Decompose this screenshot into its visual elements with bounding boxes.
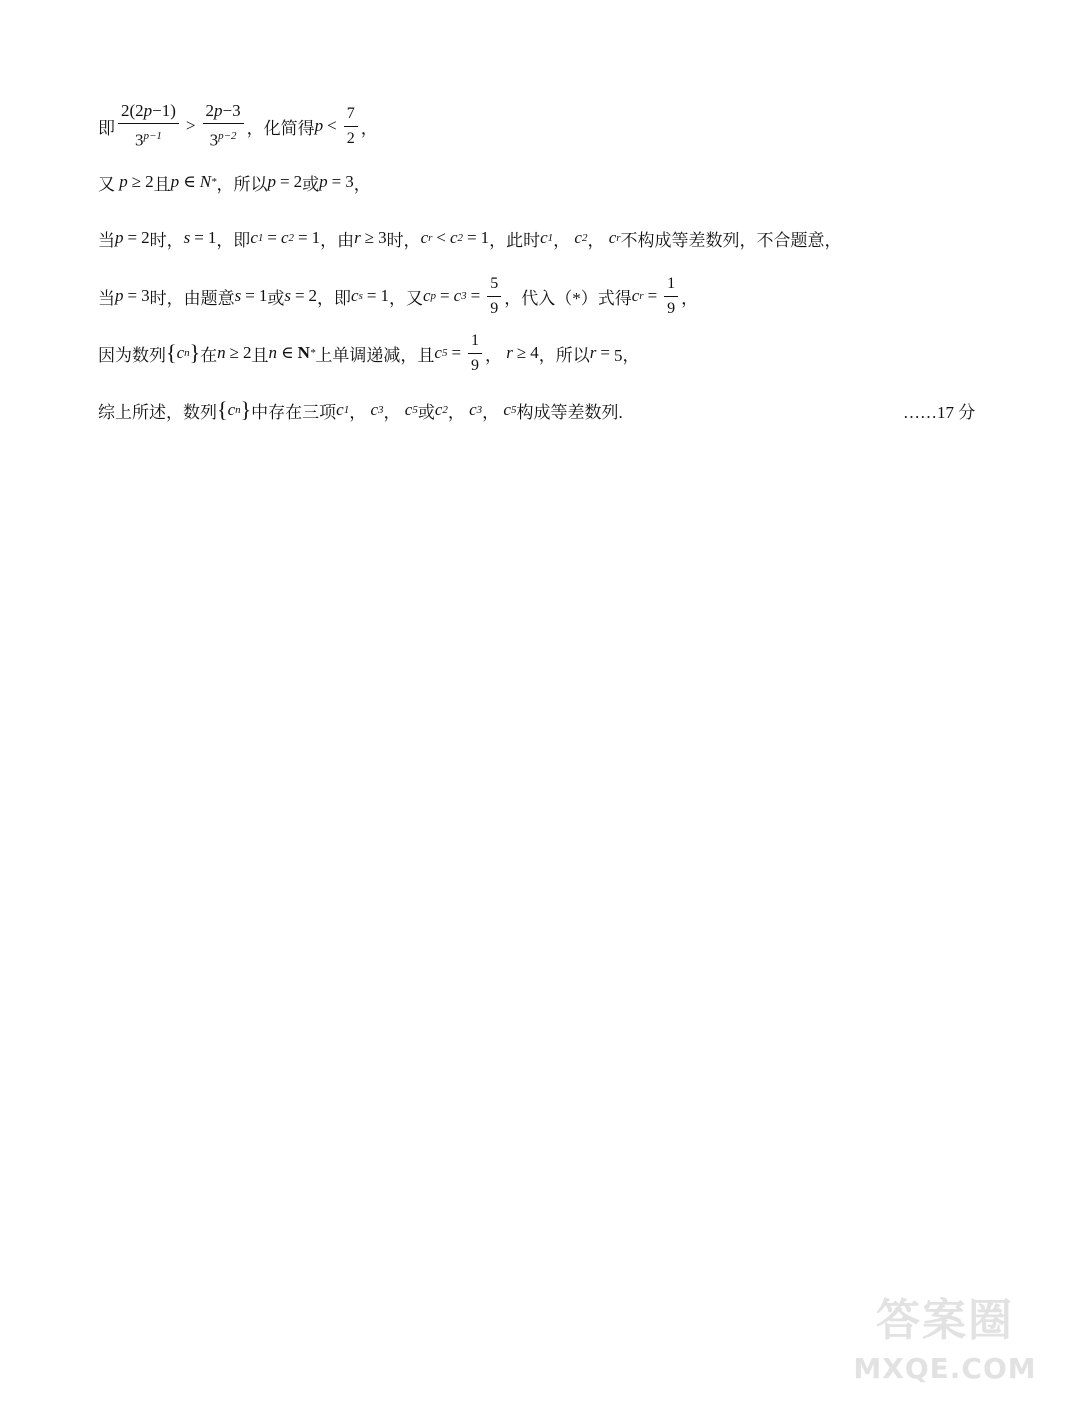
line-4-t3: ，又 — [388, 288, 423, 308]
line-2-and: 且 — [153, 174, 171, 194]
line-5-t1: 在 — [200, 345, 218, 365]
line-2-so: ，所以 — [216, 174, 268, 194]
line-2-prefix: 又 — [98, 174, 115, 194]
line-4-t2: ，即 — [317, 288, 352, 308]
line-6-t1: 中存在三项 — [251, 402, 337, 422]
fraction-right: $\frac{2p-3}{3^{p-2}}$ — [203, 101, 244, 151]
line-6-t2: 构成等差数列. — [516, 402, 623, 422]
line-1: 即 $\frac{2(2p-1)}{3^{p-1}}$ > $\frac{2p-3}{3^{p-2}}$ ，化简得 p < $\frac{7}{2}$ ， — [98, 101, 378, 150]
line-6-or: 或 — [417, 402, 435, 422]
line-5-t3: ，所以 — [538, 345, 590, 365]
fraction-left: $\frac{2(2p-1)}{3^{p-1}}$ — [118, 101, 179, 151]
line-3-t1: 时， — [149, 230, 184, 250]
line-1-mid: ，化简得 — [246, 118, 315, 138]
line-4-t1: 时，由题意 — [149, 288, 235, 308]
line-4-t4: ，代入（*）式得 — [504, 288, 632, 308]
line-3-t6: 不构成等差数列，不合题意， — [620, 230, 842, 250]
watermark-logo — [840, 1291, 1050, 1401]
line-4: 当 p = 3 时，由题意 s = 1 或 s = 2 ，即 c s = 1 ，又 c p = c 3 = $\frac{5}{9}$ ，代入（*）式得 c r = $\frac{1}{9}$ ， — [98, 274, 699, 317]
watermark-top: 答案圈 — [876, 1295, 1014, 1346]
line-3-prefix: 当 — [98, 230, 115, 250]
fraction-five-ninths: $\frac{5}{9}$ — [487, 274, 501, 319]
fraction-one-ninth: $\frac{1}{9}$ — [664, 274, 678, 319]
line-3-t4: 时， — [386, 230, 421, 250]
line-3-t3: ，由 — [320, 230, 355, 250]
fraction-seven-halves: $\frac{7}{2}$ — [344, 104, 358, 149]
watermark-bottom: MXQE.COM — [853, 1352, 1037, 1385]
line-2: 又 p ≥ 2 且 p ∈ N * ，所以 p = 2 或 p = 3 ， — [98, 152, 371, 212]
line-5: 因为数列 { c n } 在 n ≥ 2 且 n ∈ N * 上单调递减，且 c 5 = $\frac{1}{9}$ ， r ≥ 4 ，所以 r = 5， — [98, 331, 640, 374]
line-2-end: ， — [353, 174, 371, 194]
line-3: 当 p = 2 时， s = 1 ，即 c 1 = c 2 = 1 ，由 r ≥ 3 时， c r < c 2 = 1 ，此时 c 1 ， c 2 ， c r 不构成等差数列，不合题意， — [98, 208, 842, 268]
line-4-prefix: 当 — [98, 288, 115, 308]
line-3-t5: ，此时 — [489, 230, 541, 250]
line-5-and: 且 — [251, 345, 269, 365]
line-6-prefix: 综上所述，数列 — [98, 402, 217, 422]
line-6: 综上所述，数列 { c n } 中存在三项 c 1 ， c 3 ， c 5 或 c 2 ， c 3 ， c 5 构成等差数列. ……17 分 — [98, 397, 976, 422]
line-2-or: 或 — [302, 174, 320, 194]
line-3-t2: ，即 — [216, 230, 251, 250]
line-1-prefix: 即 — [98, 118, 115, 138]
fraction-one-ninth-2: $\frac{1}{9}$ — [468, 331, 482, 376]
line-5-t2: 上单调递减，且 — [315, 345, 435, 365]
line-5-prefix: 因为数列 — [98, 345, 166, 365]
line-4-or: 或 — [267, 288, 285, 308]
score-label: ……17 分 — [903, 402, 976, 422]
